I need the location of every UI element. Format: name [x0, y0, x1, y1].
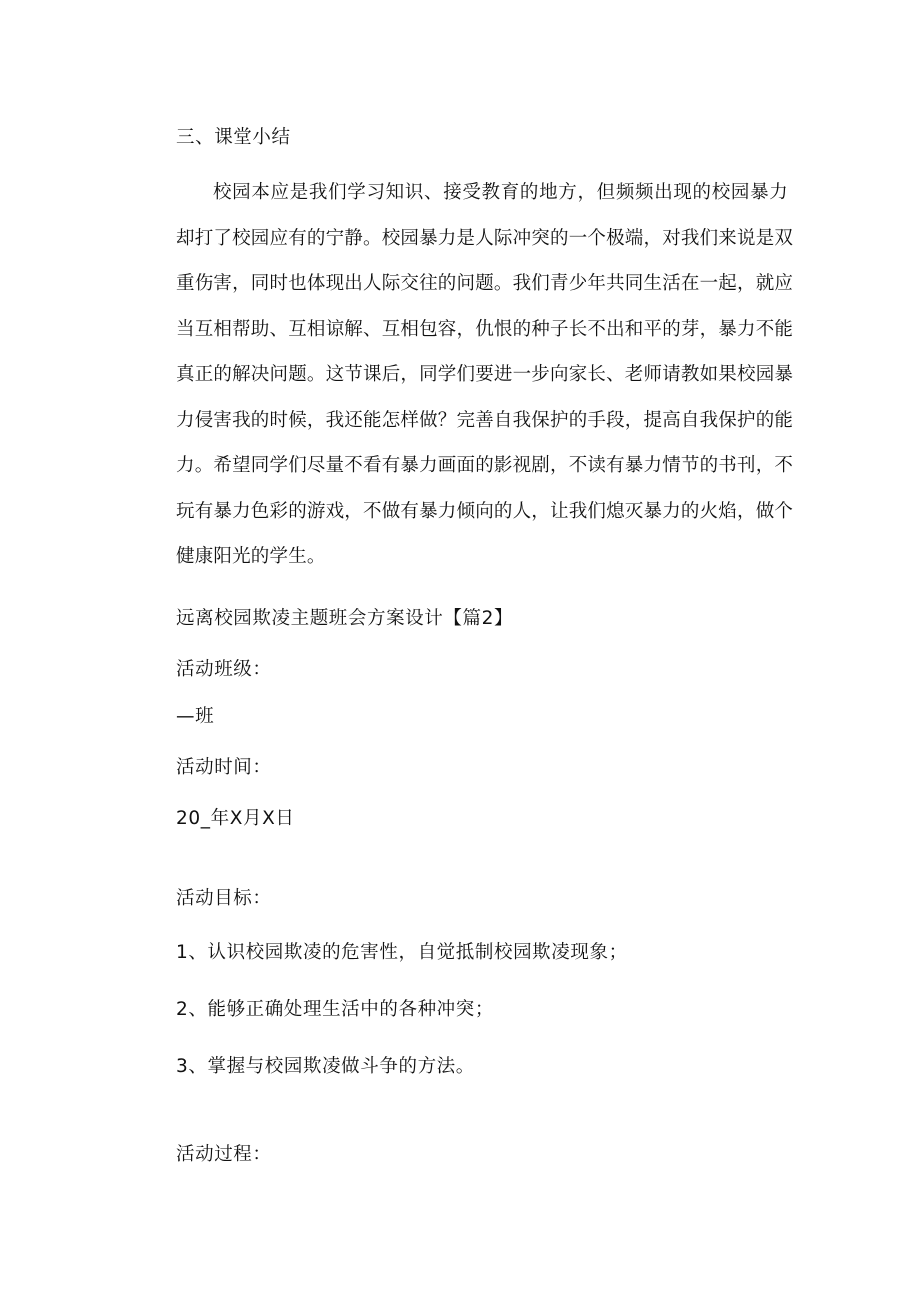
summary-line: 真正的解决问题。这节课后，同学们要进一步向家长、老师请教如果校园暴: [176, 364, 794, 385]
summary-line: 校园本应是我们学习知识、接受教育的地方，但频频出现的校园暴力: [213, 182, 788, 203]
summary-line: 重伤害，同时也体现出人际交往的问题。我们青少年共同生活在一起，就应: [176, 273, 794, 294]
summary-line: 力侵害我的时候，我还能怎样做？完善自我保护的手段，提高自我保护的能: [176, 409, 794, 431]
summary-line: 玩有暴力色彩的游戏，不做有暴力倾向的人，让我们熄灭暴力的火焰，做个: [176, 500, 794, 522]
activity-process-label: 活动过程：: [176, 1144, 272, 1165]
summary-line: 却打了校园应有的宁静。校园暴力是人际冲突的一个极端，对我们来说是双: [176, 227, 794, 249]
activity-time-value: 20_年X月X日: [176, 808, 295, 829]
section-heading: 三、课堂小结: [176, 127, 291, 148]
summary-line: 力。希望同学们尽量不看有暴力画面的影视剧，不读有暴力情节的书刊，不: [176, 455, 794, 476]
activity-class-value: —班: [176, 706, 215, 727]
plan-title: 远离校园欺凌主题班会方案设计【篇2】: [176, 608, 514, 629]
summary-line: 当互相帮助、互相谅解、互相包容，仇恨的种子长不出和平的芽，暴力不能: [176, 318, 794, 340]
summary-line: 健康阳光的学生。: [176, 546, 326, 567]
activity-class-label: 活动班级：: [176, 659, 272, 680]
goal-item: 3、掌握与校园欺凌做斗争的方法。: [176, 1056, 475, 1077]
activity-goals-label: 活动目标：: [176, 888, 272, 909]
activity-time-label: 活动时间：: [176, 757, 272, 778]
summary-paragraph: [176, 170, 794, 580]
goal-item: 1、认识校园欺凌的危害性，自觉抵制校园欺凌现象；: [176, 942, 628, 963]
goal-item: 2、能够正确处理生活中的各种冲突；: [176, 999, 494, 1020]
